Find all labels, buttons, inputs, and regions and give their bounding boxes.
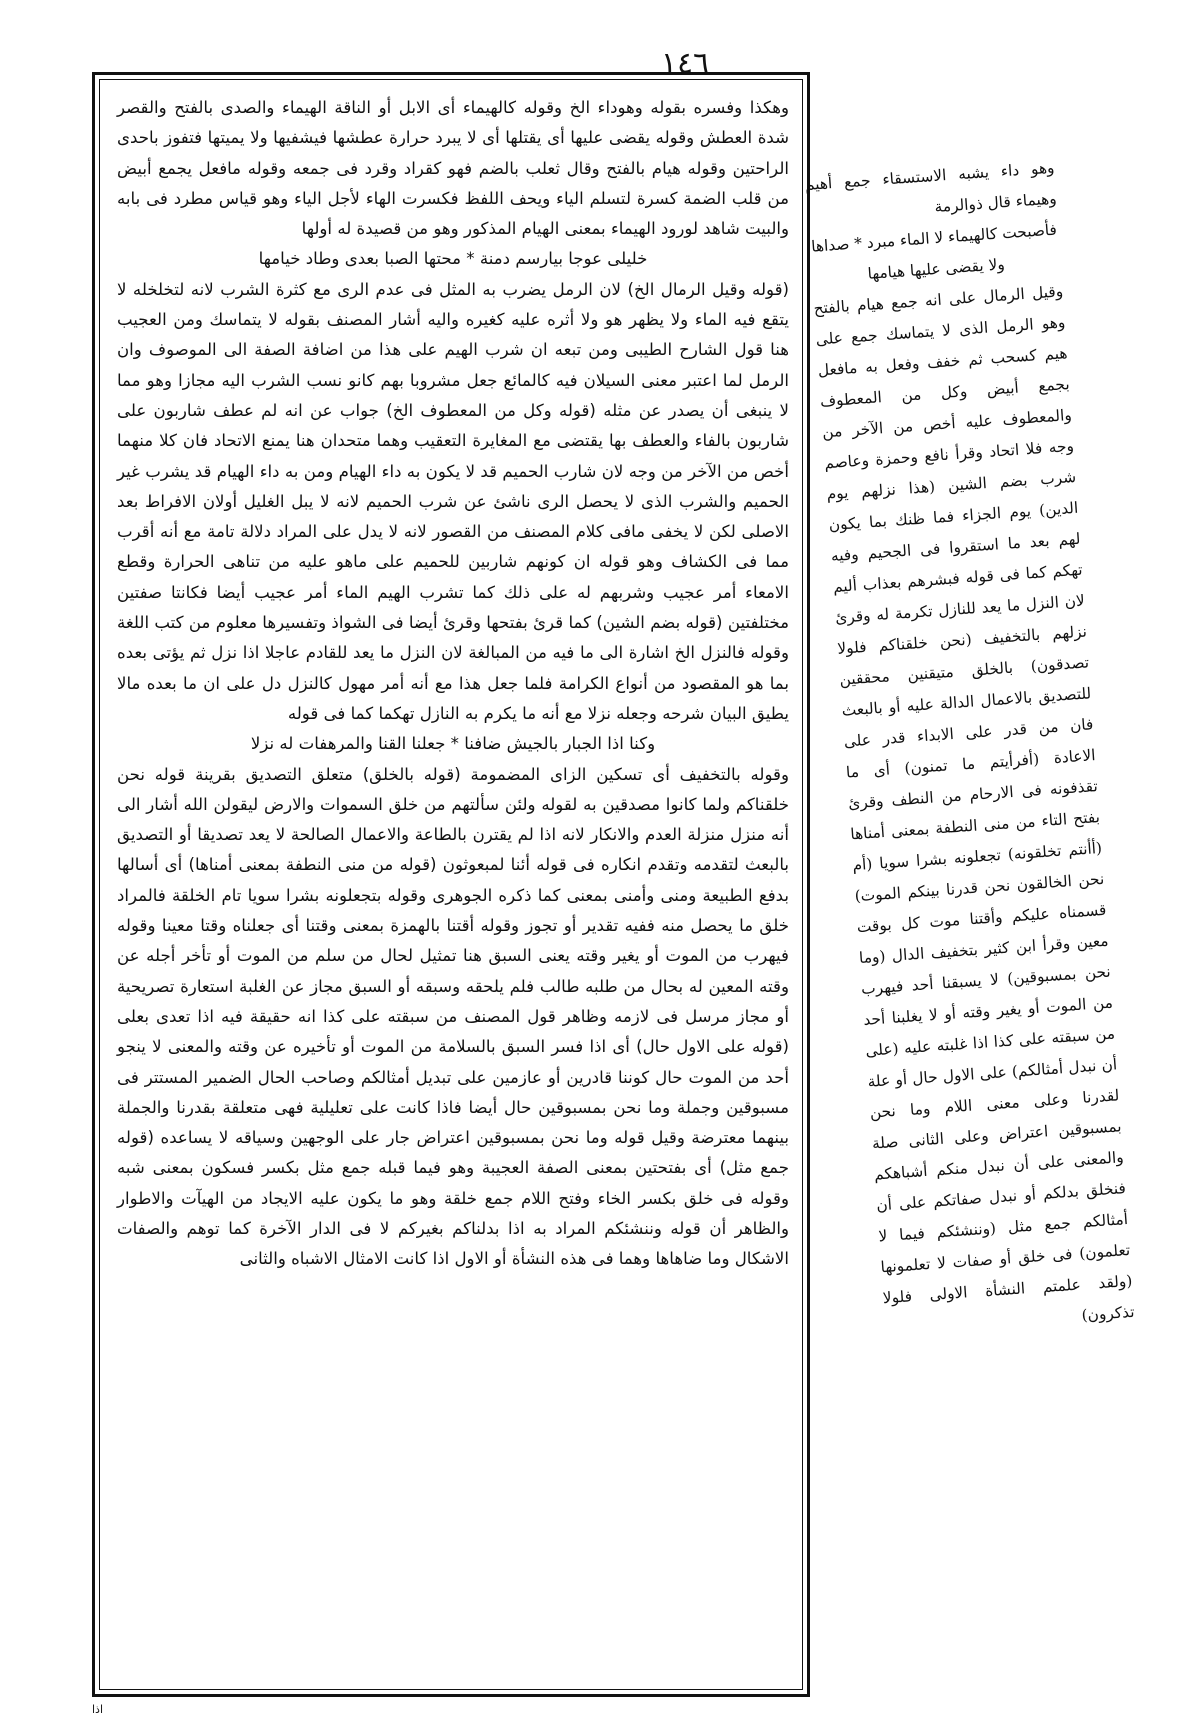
verse-line: خليلى عوجا بيارسم دمنة * محتها الصبا بعدى وطاد خيامها [258, 249, 648, 269]
margin-commentary [804, 153, 1136, 1325]
main-paragraph: وقوله بالتخفيف أى تسكين الزاى المضمومة (قوله بالخلق) متعلق التصديق بقرينة قوله نحن خلقناكم ولما كانوا مصدقين به لقوله ولئن سألتهم من خلق السموات والارض ليقولن الله أشار الى أنه منزل منزلة العدم والانكار لانه اذا لم يقترن بالطاعة والاعمال الصالحة لا يعد تصديقا أو التصديق بالبعث لتقدمه وتقدم انكاره فى قوله أئنا لمبعوثون (قوله من منى النطفة بمعنى أمناها) أى أسالها بدفع الطبيعة ومنى وأمنى بمعنى كما ذكره الجوهرى وقوله بتجعلونه بشرا سويا تام الخلقة فالمراد خلق ما يحصل منه ففيه تقدير أو تجوز وقوله أقتنا بالهمزة بمعنى وقتنا أى جعلناه وقتا معينا وقوله فيهرب من الموت أو يغير وقته يعنى السبق هنا تمثيل لحال من سلم من الموت أو تأخر أجله عن وقته المعين له بحال من طلبه طالب فلم يلحقه وسبقه أو السبق مجاز عن الغلبة استعارة تصريحية أو مجاز مرسل فى لازمه وظاهر قول المصنف من سبقته على كذا انه حقيقة فيه اذا تعدى بعلى (قوله على الاول حال) أى اذا فسر السبق بالسلامة من الموت أو تأخيره عن وقته والمعنى لا ينجو أحد من الموت حال كوننا قادرين أو عازمين على تبديل أمثالكم وصاحب الحال الضمير المستتر فى مسبوقين وجملة وما نحن بمسبوقين حال أيضا فاذا كانت على تعليلية فهى متعلقة بقدرنا والجملة بينهما معترضة وقيل قوله وما نحن بمسبوقين اعتراض جار على الوجهين وسياقه لا يساعده (قوله جمع مثل) أى بفتحتين بمعنى الصفة العجيبة وهو فيما قبله جمع مثل بكسر فسكون بمعنى شبه وقوله فى خلق بكسر الخاء وفتح اللام جمع خلقة وهو ما يكون عليه الايجاد من الهيآت والاطوار والظاهر أن قوله وننشئكم المراد به اذا بدلناكم بغيركم لا فى الدار الآخرة كما توهم والصفات الاشكال وما ضاهاها وهما فى هذه النشأة أو الاول اذا كانت الامثال الاشباه والثانى [117, 764, 789, 1269]
main-text-frame [92, 72, 810, 1697]
margin-paragraph: وقيل الرمال على انه جمع هيام بالفتح وهو الرمل الذى لا يتماسك جمع على هيم كسحب ثم خفف وفعل به مافعل بجمع أبيض وكل من المعطوف والمعطوف عليه أخص من الآخر من وجه فلا اتحاد وقرأ نافع وحمزة وعاصم شرب بضم الشين (هذا نزلهم يوم الدين) يوم الجزاء فما ظنك بما يكون لهم بعد ما استقروا فى الجحيم وفيه تهكم كما فى قوله فبشرهم بعذاب أليم لان النزل ما يعد للنازل تكرمة له وقرئ نزلهم بالتخفيف (نحن خلقناكم فلولا تصدقون) بالخلق متيقنين محققين للتصديق بالاعمال الدالة عليه أو بالبعث فان من قدر على الابداء قدر على الاعادة (أفرأيتم ما تمنون) أى ما تقذفونه فى الارحام من النطف وقرئ بفتح التاء من منى النطفة بمعنى أمناها (أأنتم تخلقونه) تجعلونه بشرا سويا (أم نحن الخالقون نحن قدرنا بينكم الموت) قسمناه عليكم وأقتنا موت كل بوقت معين وقرأ ابن كثير بتخفيف الدال (وما نحن بمسبوقين) لا يسبقنا أحد فيهرب من الموت أو يغير وقته أو لا يغلبنا أحد من سبقته على كذا اذا غلبته عليه (على أن نبدل أمثالكم) على الاول حال أو علة لقدرنا وعلى معنى اللام وما نحن بمسبوقين اعتراض وعلى الثانى صلة والمعنى على أن نبدل منكم أشباهكم فنخلق بدلكم أو نبدل صفاتكم على أن أمثالكم جمع مثل (وننشئكم فيما لا تعلمون) فى خلق أو صفات لا تعلمونها (ولقد علمتم النشأة الاولى فلولا تذكرون) [813, 282, 1136, 1325]
main-paragraph: وهكذا وفسره بقوله وهوداء الخ وقوله كالهيماء أى الابل أو الناقة الهيماء والصدى بالفتح والقصر شدة العطش وقوله يقضى عليها أى يقتلها أى لا يبرد حرارة عطشها فيشفيها ولا يميتها فتفوز باحدى الراحتين وقوله هيام بالفتح وقال ثعلب بالضم فهو كقراد وقرد فى جمعه وقوله مافعل يجمع أبيض من قلب الضمة كسرة لتسلم الياء ويحف اللفظ فكسرت الهاء لأجل الياء وهو قياس مطرد فى بابه والبيت شاهد لورود الهيماء بمعنى الهيام المذكور وهو من قصيدة له أولها [117, 98, 789, 239]
margin-verse-line: فأصبحت كالهيماء لا الماء مبرد * صداها ولا يقضى عليها هيامها [810, 220, 1058, 283]
margin-paragraph: وهو داء يشبه الاستسقاء جمع أهيم وهيماء قال ذوالرمة [804, 158, 1058, 217]
main-text-block [117, 93, 789, 1688]
page-number: ١٤٦ [660, 46, 710, 81]
main-paragraph: (قوله وقيل الرمال الخ) لان الرمل يضرب به المثل فى عدم الرى مع كثرة الشرب لانه لتخلخله لا يتقع فيه الماء ولا يظهر هو ولا أثره عليه كغيره واليه أشار المصنف بقوله لا يتماسك ومن العجيب هنا قول الشارح الطيبى ومن تبعه ان شرب الهيم على هذا من اضافة الصفة الى الموصوف وان الرمل لما اعتبر معنى السيلان فيه كالمائع جعل مشروبا بهم كانو نسب الشرب اليه مجازا وهو مما لا ينبغى أن يصدر عن مثله (قوله وكل من المعطوف الخ) جواب عن انه لم عطف شاربون على شاربون بالفاء والعطف بها يقتضى مع المغايرة التعقيب وهما متحدان هنا يمنع الاتحاد فان كلا منهما أخص من الآخر من وجه لان شارب الحميم قد لا يكون به داء الهيام ومن به داء الهيام قد يشرب غير الحميم والشرب الذى لا يحصل الرى ناشئ عن شرب الحميم لانه لا يبل الغليل أولان الافراط بعد الاصلى لكن لا يخفى مافى كلام المصنف من القصور لانه لا يدل على المراد دلالة تامة مع أنه أقرب مما فى الكشاف وهو قوله ان كونهم شاربين للحميم على ماهو عليه من تناهى الحرارة وقطع الامعاء أمر عجيب وشربهم له على ذلك كما تشرب الهيم الماء أمر عجيب أيضا فكانتا صفتين مختلفتين (قوله بضم الشين) كما قرئ بفتحها وقرئ أيضا فى الشواذ وتفسيرها معلوم من كتب اللغة وقوله فالنزل الخ اشارة الى ما فيه من المبالغة لان النزل ما يعد للقادم عاجلا اذا نزل ثم يؤتى بعده بما هو المقصود من أنواع الكرامة فلما جعل هذا مع أنه أمر مهول كالنزل دل على ان ما بعده مالا يطيق البيان شرحه وجعله نزلا مع أنه ما يكرم به النازل تهكما كما فى قوله [117, 279, 789, 723]
verse-line: وكنا اذا الجبار بالجيش ضافنا * جعلنا القنا والمرهفات له نزلا [250, 734, 656, 754]
catchword: اذا [92, 1703, 104, 1716]
